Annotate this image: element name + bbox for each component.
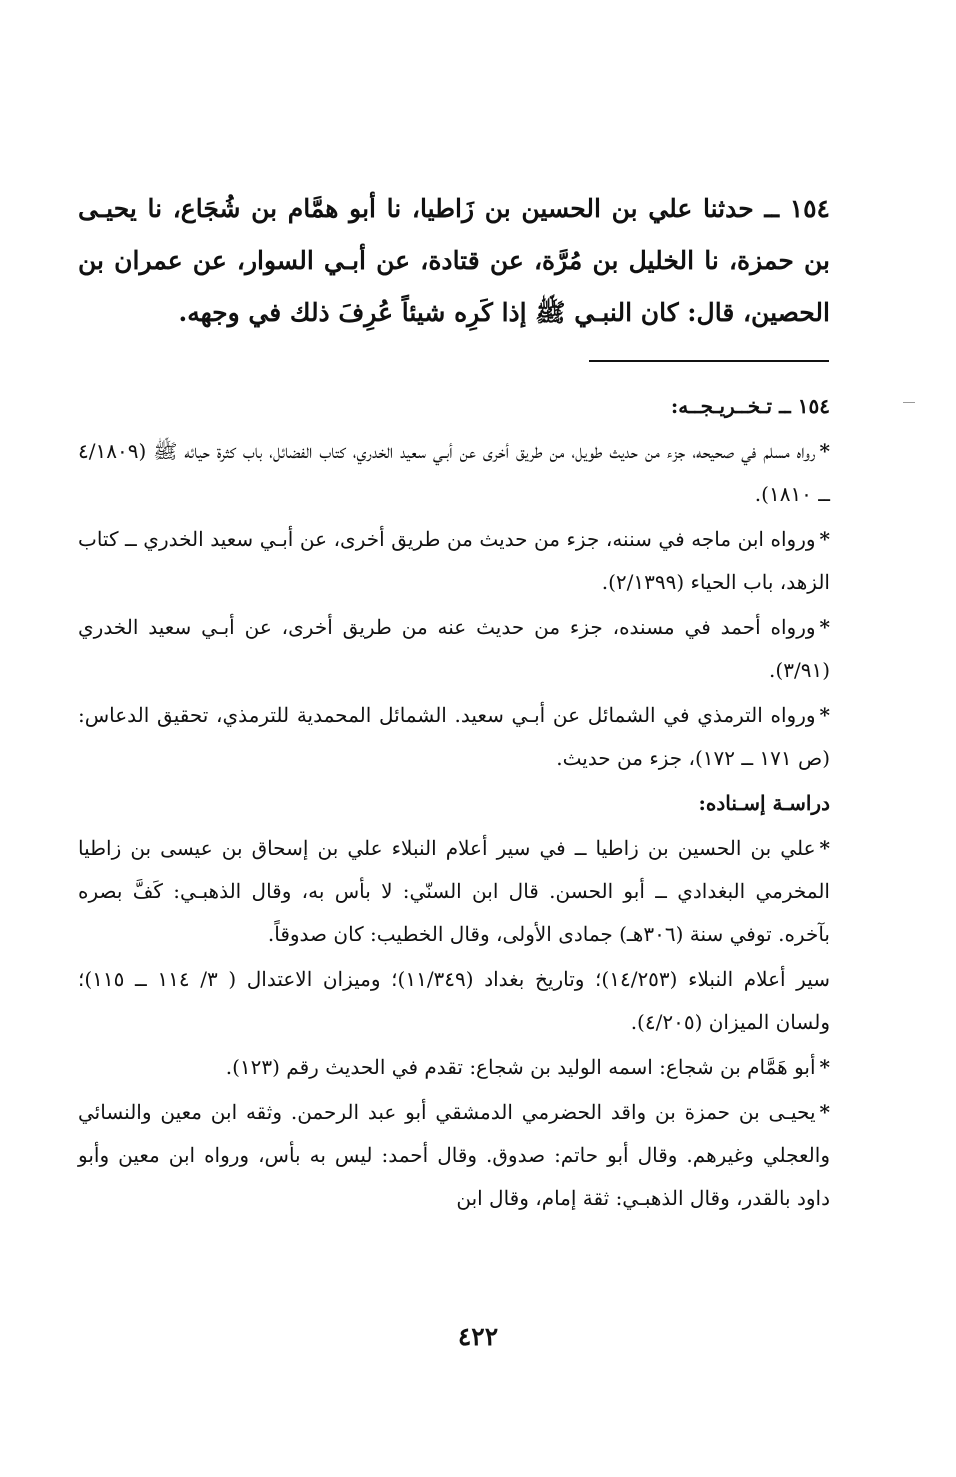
margin-mark: [903, 402, 915, 403]
takhrij-text: ورواه ابن ماجه في سننه، جزء من حديث من طريق أخرى، عن أبـي سعيد الخدري ــ كتاب الزهد، باب الحياء (٢/١٣٩٩).: [78, 527, 830, 594]
bullet-star: *: [819, 439, 830, 463]
isnad-text: يحيـى بن حمزة بن واقد الحضرمي الدمشقي أبو عبد الرحمن. وثقه ابن معين والنسائي والعجلي وغيرهم. وقال أبو حاتم: صدوق. وقال أحمد: ليس به بأس، ورواه ابن معين وأبو داود بالقدر، وقال الذهبـي: ثقة إمام، وقال ابن: [78, 1100, 830, 1210]
bullet-star: *: [819, 1100, 830, 1124]
isnad-text: أبو هَمَّام بن شجاع: اسمه الوليد بن شجاع: تقدم في الحديث رقم (١٢٣).: [225, 1055, 816, 1079]
takhrij-item: [78, 694, 830, 780]
footnotes-block: [78, 385, 830, 1222]
main-hadith-block: [78, 183, 830, 339]
isnad-item: [78, 827, 830, 956]
bullet-star: *: [819, 703, 830, 727]
takhrij-heading: ١٥٤ ــ تـخــريـجــه:: [670, 394, 830, 418]
takhrij-text: ورواه الترمذي في الشمائل عن أبـي سعيد. الشمائل المحمدية للترمذي، تحقيق الدعاس: (ص ١٧١ ــ ١٧٢)، جزء من حديث.: [78, 703, 830, 770]
isnad-item: [78, 1046, 830, 1089]
takhrij-item: [78, 430, 830, 516]
footnote-separator-line: [589, 360, 829, 362]
sources-line: سير أعلام النبلاء (١٤/٢٥٣)؛ وتاريخ بغداد (١١/٣٤٩)؛ وميزان الاعتدال ( ٣/ ١١٤ ــ ١١٥)؛ ولسان الميزان (٤/٢٠٥).: [78, 967, 831, 1034]
bullet-star: *: [819, 1055, 830, 1079]
bullet-star: *: [819, 615, 830, 639]
hadith-text: ١٥٤ ــ حدثنا علي بن الحسين بن زَاطيا، نا أبو همَّام بن شُجَاع، نا يحيـى بن حمزة، نا الخليل بن مُرَّة، عن قتادة، عن أبـي السوار، عن عمران بن الحصين، قال: كان النبـي ﷺ إذا كَرِه شيئاً عُرِفَ ذلك في وجهه.: [78, 194, 830, 327]
isnad-text: علي بن الحسين بن زاطيا ــ في سير أعلام النبلاء علي بن إسحاق بن عيسى بن زاطيا المخرمي البغدادي ــ أبو الحسن. قال ابن السنّي: لا بأس به، وقال الذهبـي: كَفَّ بصره بآخره. توفي سنة (٣٠٦هـ) جمادى الأولى، وقال الخطيب: كان صدوقاً.: [78, 836, 830, 946]
takhrij-item: [78, 518, 830, 604]
takhrij-text: ورواه أحمد في مسنده، جزء من حديث عنه من طريق أخرى، عن أبـي سعيد الخدري (٣/٩١).: [78, 615, 830, 682]
bullet-star: *: [819, 527, 830, 551]
isnad-heading: دراسـة إسـناده:: [698, 791, 830, 815]
bullet-star: *: [819, 836, 830, 860]
page-number: ٤٢٢: [457, 1322, 499, 1351]
isnad-item: [78, 1091, 830, 1220]
takhrij-text: رواه مسلم في صحيحه، جزء من حديث طويل، من طريق أخرى عن أبـي سعيد الخدري، كتاب الفضائل، باب كثرة حيائه ﷺ (٤/١٨٠٩ ــ ١٨١٠).: [78, 439, 830, 506]
takhrij-item: [78, 606, 830, 692]
